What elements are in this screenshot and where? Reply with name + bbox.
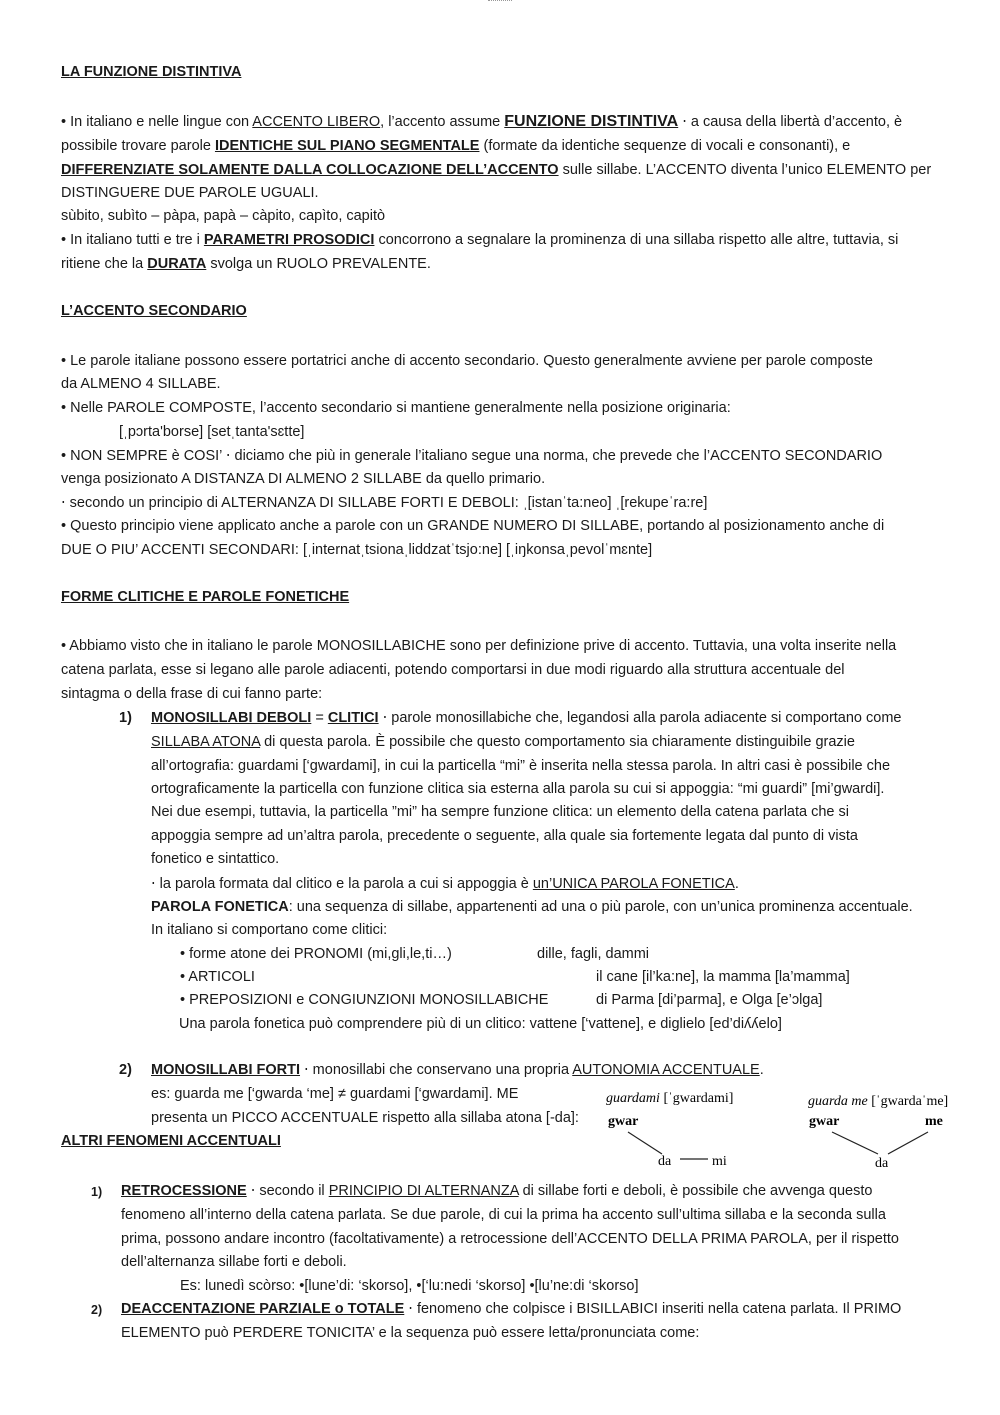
paragraph-line: In italiano si comportano come clitici: — [151, 922, 388, 938]
diagram-right-connector — [832, 1132, 878, 1154]
text: ⋅ parole monosillabiche che, legandosi alla parola adiacente si comportano come — [378, 710, 902, 726]
text-bold-underlined: FUNZIONE DISTINTIVA — [504, 113, 679, 130]
paragraph-line — [151, 708, 902, 728]
text-bold-underlined: MONOSILLABI FORTI — [151, 1062, 301, 1078]
text: • In italiano e nelle lingue con — [61, 114, 253, 130]
text: = — [311, 710, 328, 726]
text-bold-underlined: DEACCENTAZIONE PARZIALE o TOTALE — [121, 1301, 405, 1317]
diagram-left-title: guardami [ˈgwardami] — [606, 1091, 734, 1106]
text-underlined: ACCENTO LIBERO — [252, 114, 381, 130]
text-bold-underlined: IDENTICHE SUL PIANO SEGMENTALE — [214, 138, 480, 154]
paragraph-line: presenta un PICCO ACCENTUALE rispetto alla sillaba atona [-da]: — [151, 1110, 579, 1126]
paragraph-line: ortograficamente la particella con funzione clitica sia esterna alla parola su cui si appoggia: “mi guardi” [mi’gwardi]. — [151, 781, 885, 797]
paragraph-line: Una parola fonetica può comprendere più di un clitico: vattene [‘vattene], e diglielo [ed’diʎʎelo] — [179, 1016, 782, 1032]
text-underlined: un’UNICA PAROLA FONETICA — [532, 876, 735, 892]
text-underlined: AUTONOMIA ACCENTUALE — [572, 1062, 760, 1078]
paragraph-line — [151, 874, 739, 894]
text-underlined: SILLABA ATONA — [151, 734, 261, 750]
accent-diagram — [600, 1084, 960, 1174]
paragraph-line — [121, 1181, 872, 1201]
list-number: 2) — [91, 1303, 103, 1317]
text: ritiene che la — [61, 256, 148, 272]
paragraph-line: • Abbiamo visto che in italiano le parole MONOSILLABICHE sono per definizione prive di accento. Tuttavia, una volta inserite nella — [61, 638, 897, 654]
paragraph-line — [151, 1060, 764, 1080]
section-title-funzione-distintiva: LA FUNZIONE DISTINTIVA — [61, 64, 242, 80]
paragraph-line: fenomeno all’interno della catena parlata. Se due parole, di cui la prima ha accento sull’ultima sillaba e la seconda sulla — [121, 1207, 886, 1223]
diagram-right-strong-syllable: me — [925, 1114, 943, 1129]
paragraph-line: dell’alternanza sillabe forti e deboli. — [121, 1254, 347, 1270]
paragraph-line: venga posizionato A DISTANZA DI ALMENO 2 SILLABE da quello primario. — [61, 471, 546, 487]
paragraph-line: ⋅ secondo un principio di ALTERNANZA DI SILLABE FORTI E DEBOLI: ˌ[istanˈta:neo] ˌ[rekupeˈra:re] — [61, 495, 708, 511]
text-bold: PAROLA FONETICA — [151, 899, 289, 915]
text: di questa parola. È possibile che questo comportamento sia chiaramente distinguibile grazie — [260, 734, 855, 750]
text-bold-underlined: PARAMETRI PROSODICI — [203, 232, 375, 248]
paragraph-line: all’ortografia: guardami [‘gwardami], in cui la particella “mi” è inserita nella stessa parola. In altri casi è possibile che — [151, 758, 891, 774]
text: sulle sillabe. L’ACCENTO diventa l’unico ELEMENTO per — [558, 162, 932, 178]
text: ⋅ secondo il — [246, 1183, 329, 1199]
text: • In italiano tutti e tre i — [61, 232, 204, 248]
text-bold-underlined: MONOSILLABI DEBOLI — [151, 710, 312, 726]
text-bold-underlined: DURATA — [147, 256, 207, 272]
text: (formate da identiche sequenze di vocali e consonanti), e — [479, 138, 851, 154]
text: ⋅ monosillabi che conservano una propria — [300, 1062, 573, 1078]
paragraph-line: Nei due esempi, tuttavia, la particella ”mi” ha sempre funzione clitica: un elemento della catena parlata che si — [151, 804, 849, 820]
diagram-right-title: guarda me [ˈgwardaˈme] — [808, 1094, 949, 1109]
paragraph-line: • Le parole italiane possono essere portatrici anche di accento secondario. Questo generalmente avviene per parole composte — [61, 353, 873, 369]
paragraph-line — [151, 732, 855, 752]
clitic-example: dille, fagli, dammi — [537, 946, 650, 962]
text: ⋅ fenomeno che colpisce i BISILLABICI inseriti nella catena parlata. Il PRIMO — [404, 1301, 902, 1317]
text-bold-underlined: RETROCESSIONE — [121, 1183, 247, 1199]
paragraph-line: da ALMENO 4 SILLABE. — [61, 376, 221, 392]
paragraph-line: • NON SEMPRE è COSI’ ⋅ diciamo che più in generale l’italiano segue una norma, che prevede che l’ACCENTO SECONDARIO — [61, 448, 883, 464]
paragraph-line: DUE O PIU’ ACCENTI SECONDARI: [ˌinternatˌtsionaˌliddzatˈtsjo:ne] [ˌiŋkonsaˌpevolˈmɛnte] — [61, 542, 653, 558]
diagram-left-connector — [628, 1132, 662, 1154]
paragraph-line — [61, 230, 898, 250]
diagram-left-weak-syllable: mi — [712, 1154, 727, 1169]
clitic-category: • forme atone dei PRONOMI (mi,gli,le,ti…) — [180, 946, 452, 962]
example-line: sùbito, subìto – pàpa, papà – càpito, capìto, capitò — [61, 208, 386, 224]
section-title-forme-clitiche: FORME CLITICHE E PAROLE FONETICHE — [61, 589, 350, 605]
diagram-right-weak-syllable: da — [875, 1156, 889, 1171]
clitic-example: il cane [il’ka:ne], la mamma [la’mamma] — [596, 969, 850, 985]
diagram-right-strong-syllable: gwar — [809, 1114, 840, 1129]
paragraph-line — [61, 254, 431, 274]
text: svolga un RUOLO PREVALENTE. — [206, 256, 431, 272]
text: di sillabe forti e deboli, è possibile che avvenga questo — [518, 1183, 873, 1199]
section-title-altri-fenomeni: ALTRI FENOMENI ACCENTUALI — [61, 1133, 281, 1149]
paragraph-line: fonetico e sintattico. — [151, 851, 280, 867]
text-underlined: PRINCIPIO DI ALTERNANZA — [328, 1183, 519, 1199]
clitic-example: di Parma [di’parma], e Olga [e’ɔlga] — [596, 992, 823, 1008]
diagram-right-connector — [888, 1132, 928, 1154]
paragraph-line: sintagma o della frase di cui fanno parte: — [61, 686, 323, 702]
text-bold-underlined: DIFFERENZIATE SOLAMENTE DALLA COLLOCAZIONE DELL’ACCENTO — [61, 162, 559, 178]
example-line: Es: lunedì scòrso: •[lune’di: ‘skorso], •[‘lu:nedi ‘skorso] •[lu’ne:di ‘skorso] — [180, 1278, 639, 1294]
text: , l’accento assume — [380, 114, 505, 130]
paragraph-line — [61, 136, 850, 156]
clitic-category: • ARTICOLI — [180, 969, 255, 985]
diagram-left-strong-syllable: gwar — [608, 1114, 639, 1129]
paragraph-line: es: guarda me [‘gwarda ‘me] ≠ guardami [‘gwardami]. ME — [151, 1086, 519, 1102]
paragraph-line: appoggia sempre ad un’altra parola, precedente o seguente, alla quale sia fortemente legata dal punto di vista — [151, 828, 858, 844]
paragraph-line: ELEMENTO può PERDERE TONICITA’ e la sequenza può essere letta/pronunciata come: — [121, 1325, 700, 1341]
section-title-accento-secondario: L’ACCENTO SECONDARIO — [61, 303, 247, 319]
text: ⋅ a causa della libertà d’accento, è — [678, 114, 903, 130]
text: possibile trovare parole — [61, 138, 215, 154]
list-number: 1) — [91, 1185, 103, 1199]
clitic-category: • PREPOSIZIONI e CONGIUNZIONI MONOSILLABICHE — [180, 992, 549, 1008]
text: ⋅ la parola formata dal clitico e la parola a cui si appoggia è — [151, 876, 533, 892]
text: : una sequenza di sillabe, appartenenti ad una o più parole, con un’unica prominenza accentuale. — [288, 899, 913, 915]
list-number: 1) — [119, 710, 132, 726]
paragraph-line — [121, 1299, 901, 1319]
paragraph-line — [151, 897, 913, 917]
text: . — [759, 1062, 764, 1078]
paragraph-line: • Nelle PAROLE COMPOSTE, l’accento secondario si mantiene generalmente nella posizione originaria: — [61, 400, 731, 416]
diagram-left-weak-syllable: da — [658, 1154, 672, 1169]
page-header-mark — [488, 0, 512, 4]
paragraph-line: DISTINGUERE DUE PAROLE UGUALI. — [61, 185, 319, 201]
paragraph-line — [61, 160, 931, 180]
text-bold-underlined: CLITICI — [327, 710, 379, 726]
paragraph-line: • Questo principio viene applicato anche a parole con un GRANDE NUMERO DI SILLABE, portando al posizionamento anche di — [61, 518, 885, 534]
text: . — [734, 876, 739, 892]
paragraph-line: catena parlata, esse si legano alle parole adiacenti, potendo comportarsi in due modi riguardo alla struttura accentuale del — [61, 662, 845, 678]
text: concorrono a segnalare la prominenza di una sillaba rispetto alle altre, tuttavia, si — [374, 232, 899, 248]
paragraph-line — [61, 112, 902, 132]
paragraph-line: prima, possono andare incontro (facoltativamente) a retrocessione dell’ACCENTO DELLA PRIMA PAROLA, per il rispetto — [121, 1231, 899, 1247]
example-line: [ˌpɔrta'borse] [setˌtanta'sɛtte] — [119, 424, 305, 440]
list-number: 2) — [119, 1062, 132, 1078]
